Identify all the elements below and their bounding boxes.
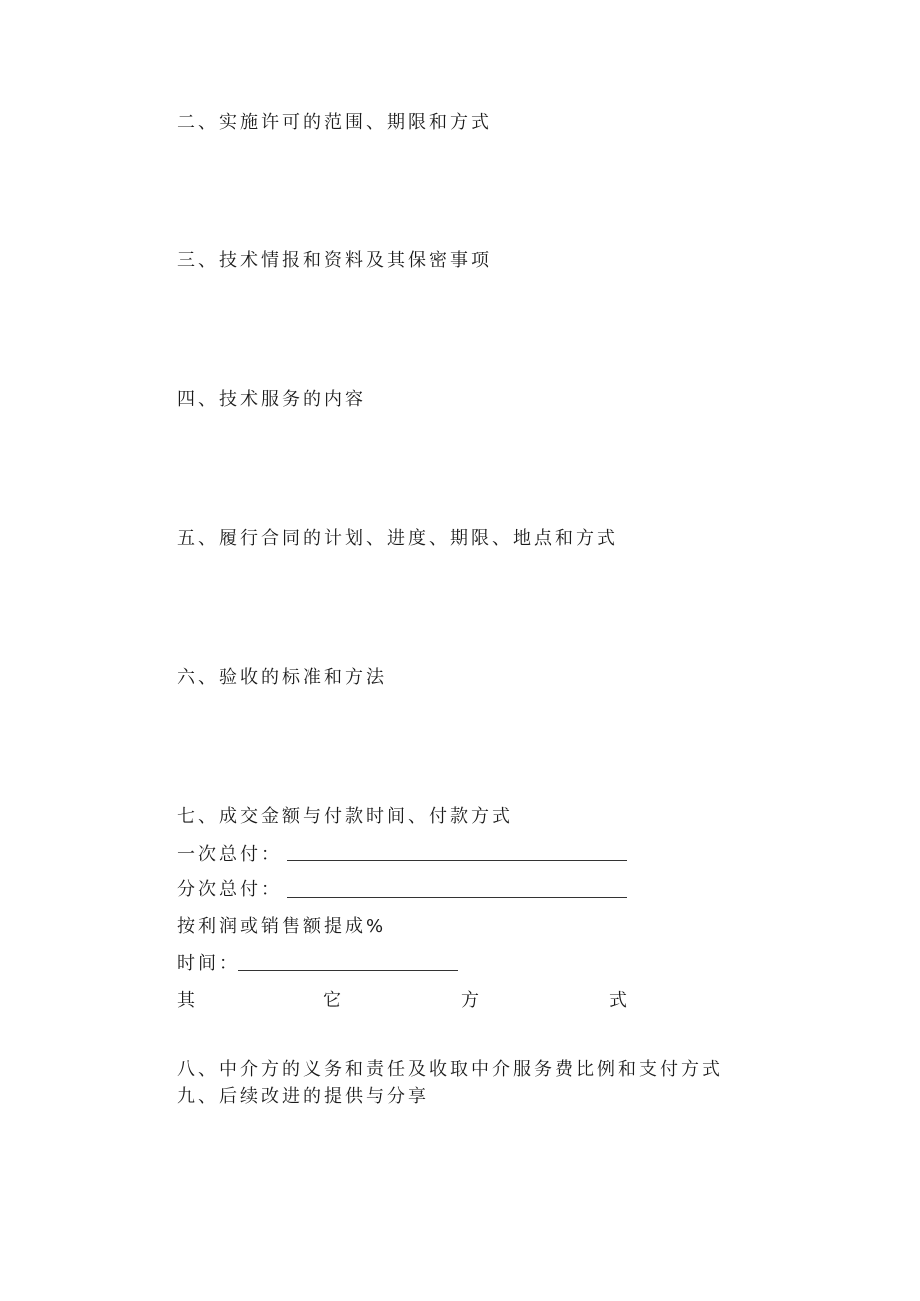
section-8-heading: 八、中介方的义务和责任及收取中介服务费比例和支付方式: [177, 1059, 723, 1080]
other-method-char-2: 它: [323, 990, 341, 1011]
section-4-heading: 四、技术服务的内容: [177, 389, 366, 410]
section-9-heading: 九、后续改进的提供与分享: [177, 1086, 429, 1107]
time-label: 时间：: [177, 953, 240, 974]
section-3-heading: 三、技术情报和资料及其保密事项: [177, 250, 492, 271]
other-method-char-1: 其: [177, 990, 195, 1011]
installment-blank[interactable]: [287, 897, 627, 898]
lump-sum-blank[interactable]: [287, 860, 627, 861]
time-blank[interactable]: [238, 970, 458, 971]
other-method-char-4: 式: [609, 990, 627, 1011]
lump-sum-label: 一次总付：: [177, 844, 282, 865]
section-6-heading: 六、验收的标准和方法: [177, 667, 387, 688]
installment-label: 分次总付：: [177, 879, 282, 900]
royalty-label: 按利润或销售额提成%: [177, 916, 387, 937]
section-7-heading: 七、成交金额与付款时间、付款方式: [177, 806, 513, 827]
section-2-heading: 二、实施许可的范围、期限和方式: [177, 112, 492, 133]
other-method-char-3: 方: [461, 990, 479, 1011]
section-5-heading: 五、履行合同的计划、进度、期限、地点和方式: [177, 528, 618, 549]
